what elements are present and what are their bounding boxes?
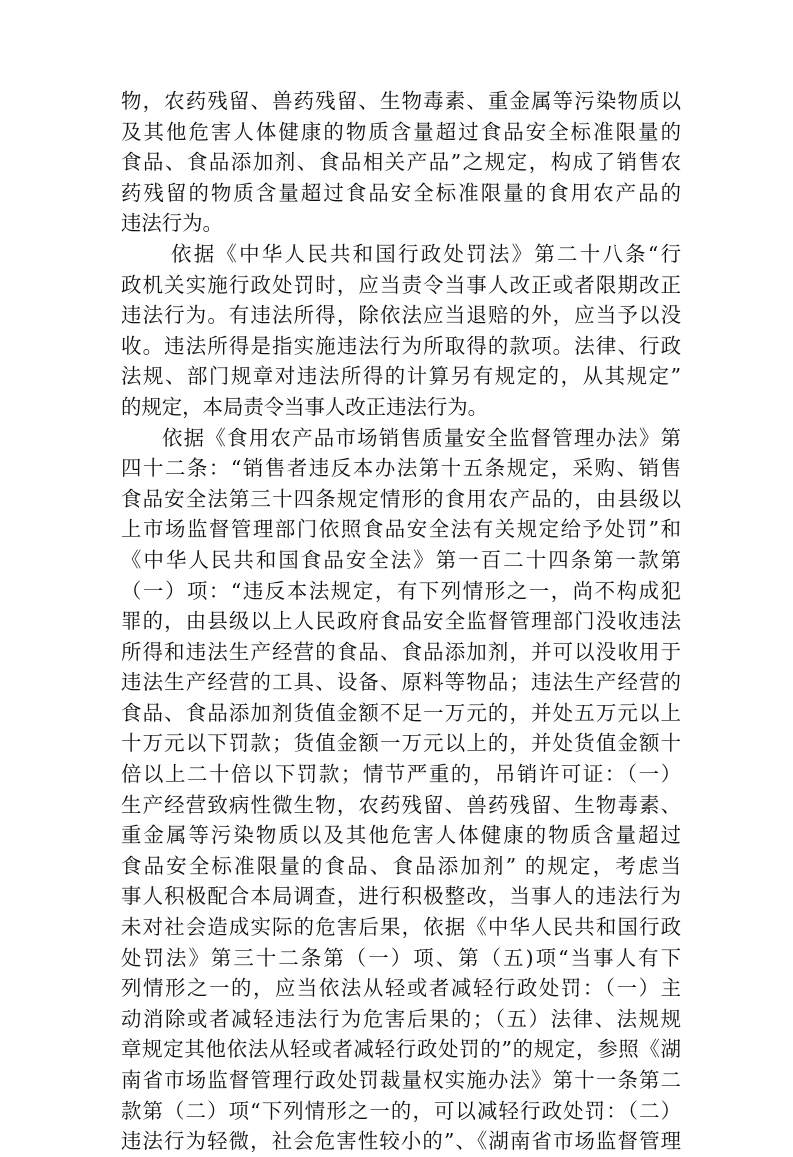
text-line: 政机关实施行政处罚时，应当责令当事人改正或者限期改正 bbox=[121, 272, 681, 297]
text-line: 南省市场监督管理行政处罚裁量权实施办法》第十一条第二 bbox=[121, 1068, 681, 1092]
text-line: 食品安全法第三十四条规定情形的食用农产品的，由县级以 bbox=[121, 486, 681, 511]
text-line: 违法行为。有违法所得，除依法应当退赔的外，应当予以没 bbox=[121, 303, 681, 328]
text-line: 的规定，本局责令当事人改正违法行为。 bbox=[121, 394, 489, 419]
text-line: 上市场监督管理部门依照食品安全法有关规定给予处罚”和 bbox=[121, 517, 681, 542]
text-line: 倍以上二十倍以下罚款；情节严重的，吊销许可证：（一） bbox=[121, 762, 681, 787]
text-line: 事人积极配合本局调查，进行积极整改，当事人的违法行为 bbox=[121, 884, 681, 909]
text-line: 重金属等污染物质以及其他危害人体健康的物质含量超过 bbox=[121, 823, 681, 848]
text-line: 食品、食品添加剂、食品相关产品”之规定，构成了销售农 bbox=[121, 150, 681, 175]
text-line: 违法行为轻微，社会危害性较小的”、《湖南省市场监督管理 bbox=[121, 1129, 681, 1154]
paragraph-correction-order bbox=[121, 239, 681, 423]
text-line: 款第（二）项“下列情形之一的，可以减轻行政处罚：（二） bbox=[121, 1098, 681, 1123]
text-line: 罪的，由县级以上人民政府食品安全监督管理部门没收违法 bbox=[121, 609, 681, 634]
paragraph-violation-conclusion bbox=[121, 86, 681, 239]
text-line: 物，农药残留、兽药残留、生物毒素、重金属等污染物质以 bbox=[121, 89, 681, 113]
text-line: 十万元以下罚款；货值金额一万元以上的，并处货值金额十 bbox=[121, 731, 681, 756]
text-line: 动消除或者减轻违法行为危害后果的；（五）法律、法规规 bbox=[121, 1006, 681, 1031]
text-line: 所得和违法生产经营的食品、食品添加剂，并可以没收用于 bbox=[121, 639, 681, 664]
text-line: 章规定其他依法从轻或者减轻行政处罚的”的规定，参照《湖 bbox=[121, 1037, 681, 1062]
text-line: 《中华人民共和国食品安全法》第一百二十四条第一款第 bbox=[121, 547, 681, 572]
text-line: 食品、食品添加剂货值金额不足一万元的，并处五万元以上 bbox=[121, 700, 681, 725]
text-line: 依据《中华人民共和国行政处罚法》第二十八条“行 bbox=[171, 241, 681, 266]
text-line: 处罚法》第三十二条第（一）项、第（五)项“当事人有下 bbox=[121, 945, 681, 970]
text-line: 食品安全标准限量的食品、食品添加剂” 的规定，考虑当 bbox=[121, 853, 681, 878]
text-line: 列情形之一的，应当依法从轻或者减轻行政处罚：（一）主 bbox=[121, 976, 681, 1001]
text-line: 药残留的物质含量超过食品安全标准限量的食用农产品的 bbox=[121, 180, 681, 205]
text-line: 法规、部门规章对违法所得的计算另有规定的，从其规定” bbox=[121, 364, 681, 389]
document-body bbox=[121, 86, 681, 1157]
text-line: （一）项：“违反本法规定，有下列情形之一，尚不构成犯 bbox=[121, 578, 681, 603]
text-line: 未对社会造成实际的危害后果，依据《中华人民共和国行政 bbox=[121, 915, 681, 940]
text-line: 生产经营致病性微生物，农药残留、兽药残留、生物毒素、 bbox=[121, 792, 681, 817]
text-line: 收。违法所得是指实施违法行为所取得的款项。法律、行政 bbox=[121, 333, 681, 358]
text-line: 违法行为。 bbox=[121, 211, 223, 236]
text-line: 及其他危害人体健康的物质含量超过食品安全标准限量的 bbox=[121, 119, 681, 144]
text-line: 四十二条：“销售者违反本办法第十五条规定，采购、销售 bbox=[121, 456, 681, 481]
text-line: 违法生产经营的工具、设备、原料等物品；违法生产经营的 bbox=[121, 670, 681, 695]
text-line: 依据《食用农产品市场销售质量安全监督管理办法》第 bbox=[162, 425, 681, 450]
paragraph-penalty-basis bbox=[121, 423, 681, 1157]
